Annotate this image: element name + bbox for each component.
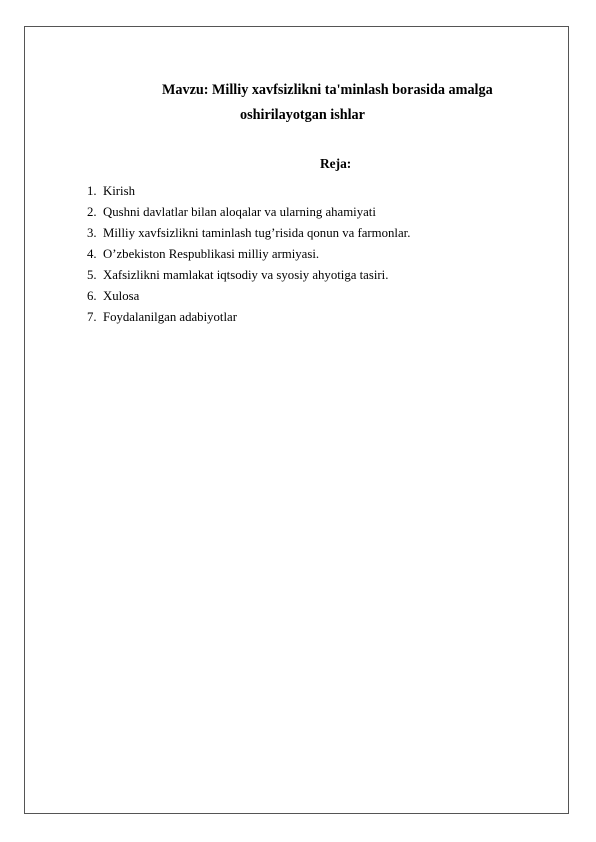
plan-item-number: 2.	[87, 205, 97, 219]
plan-item-number: 6.	[87, 289, 97, 303]
plan-item-number: 1.	[87, 184, 97, 198]
plan-item	[87, 265, 410, 286]
plan-item	[87, 223, 410, 244]
plan-item-text: Xulosa	[103, 289, 140, 303]
plan-item	[87, 307, 410, 328]
plan-item	[87, 181, 410, 202]
plan-item-number: 3.	[87, 226, 97, 240]
plan-item-text: O’zbekiston Respublikasi milliy armiyasi.	[103, 247, 320, 261]
plan-item-number: 5.	[87, 268, 97, 282]
plan-item	[87, 202, 410, 223]
plan-item-text: Xafsizlikni mamlakat iqtsodiy va syosiy ahyotiga tasiri.	[103, 268, 389, 282]
document-title-line-2: oshirilayotgan ishlar	[240, 107, 365, 123]
plan-item-text: Milliy xavfsizlikni taminlash tug’risida qonun va farmonlar.	[103, 226, 411, 240]
plan-item-text: Kirish	[103, 184, 135, 198]
page-border	[24, 26, 569, 814]
plan-list	[87, 181, 410, 328]
plan-item	[87, 244, 410, 265]
plan-item-text: Foydalanilgan adabiyotlar	[103, 310, 237, 324]
document-title-line-1: Mavzu: Milliy xavfsizlikni ta'minlash borasida amalga	[162, 82, 493, 98]
plan-item	[87, 286, 410, 307]
plan-item-number: 4.	[87, 247, 97, 261]
plan-item-text: Qushni davlatlar bilan aloqalar va ularning ahamiyati	[103, 205, 376, 219]
plan-item-number: 7.	[87, 310, 97, 324]
plan-heading: Reja:	[320, 156, 352, 171]
